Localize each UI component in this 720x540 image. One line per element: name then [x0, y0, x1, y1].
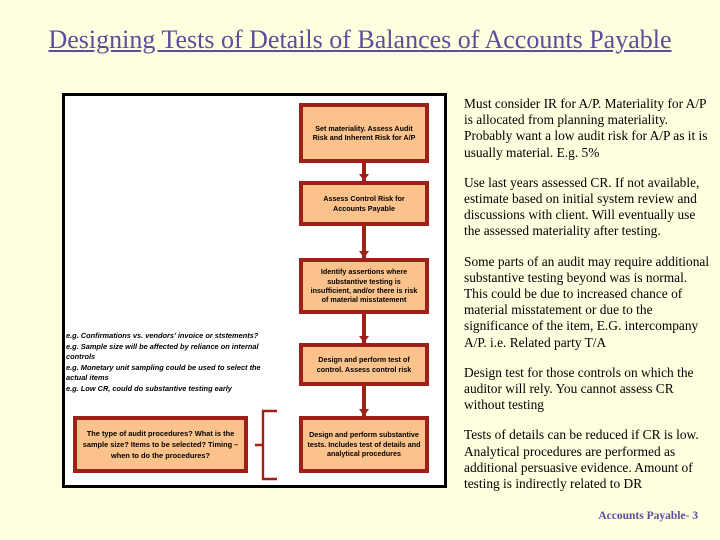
flowchart-panel — [62, 93, 447, 488]
page-title: Designing Tests of Details of Balances of Accounts Payable — [48, 25, 672, 54]
arrowhead-icon — [359, 336, 369, 343]
flow-box-label: Set materiality. Assess Audit Risk and Inherent Risk for A/P — [312, 123, 416, 142]
commentary-inherent-risk: Must consider IR for A/P. Materiality for A/P is allocated from planning materiality. Probably want a low audit risk for A/P as it is usually material. E.g. 5% — [464, 96, 708, 160]
commentary-test-of-controls: Design test for those controls on which the auditor will rely. You cannot assess CR without testing — [464, 364, 694, 413]
left-note-item: e.g. Sample size will be affected by reliance on internal controls — [66, 341, 259, 362]
commentary-tests-of-details: Tests of details can be reduced if CR is low. Analytical procedures are performed as additional persuasive evidence. Amount of testing is indirectly related to DR — [464, 427, 699, 492]
left-note-item: e.g. Confirmations vs. vendors' invoice or ststements? — [66, 331, 259, 340]
left-note-item: e.g. Monetary unit sampling could be used to select the actual items — [66, 362, 261, 383]
arrowhead-icon — [359, 251, 369, 258]
flow-box-label: Assess Control Risk for Accounts Payable — [323, 194, 405, 213]
flow-box-label: The type of audit procedures? What is the sample size? Items to be selected? Timing – when to do the procedures? — [82, 429, 239, 460]
flow-box-label: Identify assertions where substantive testing is insufficient, and/or there is risk of material misstatement — [310, 267, 418, 305]
flow-box-label: Design and perform substantive tests. Includes test of details and analytical procedures — [307, 430, 421, 459]
arrowhead-icon — [359, 174, 369, 181]
commentary-control-risk: Use last years assessed CR. If not available, estimate based on initial system review and discussions with client. Will eventually use the assessed materiality after testing. — [464, 174, 700, 239]
right-commentary-column — [464, 96, 714, 492]
left-example-notes — [66, 331, 262, 395]
flow-box-set-materiality[interactable] — [299, 103, 429, 163]
flow-box-test-of-control[interactable] — [299, 343, 429, 386]
arrowhead-icon — [359, 409, 369, 416]
brace-connector-icon — [253, 409, 279, 481]
flow-box-identify-assertions[interactable] — [299, 258, 429, 314]
flow-box-audit-questions[interactable] — [73, 416, 248, 473]
flow-box-assess-control-risk[interactable] — [299, 181, 429, 226]
left-note-item: e.g. Low CR, could do substantive testing early — [66, 383, 232, 393]
flow-box-substantive-tests[interactable] — [299, 416, 429, 473]
flow-box-label: Design and perform test of control. Assess control risk — [316, 355, 412, 374]
slide-footer: Accounts Payable- 3 — [598, 510, 698, 522]
commentary-substantive-testing: Some parts of an audit may require additional substantive testing beyond was is normal. This could be due to increased chance of material misstatement or due to the significance of the item, E.G. intercompany A/P. i.e. Related party T/A — [464, 253, 710, 350]
